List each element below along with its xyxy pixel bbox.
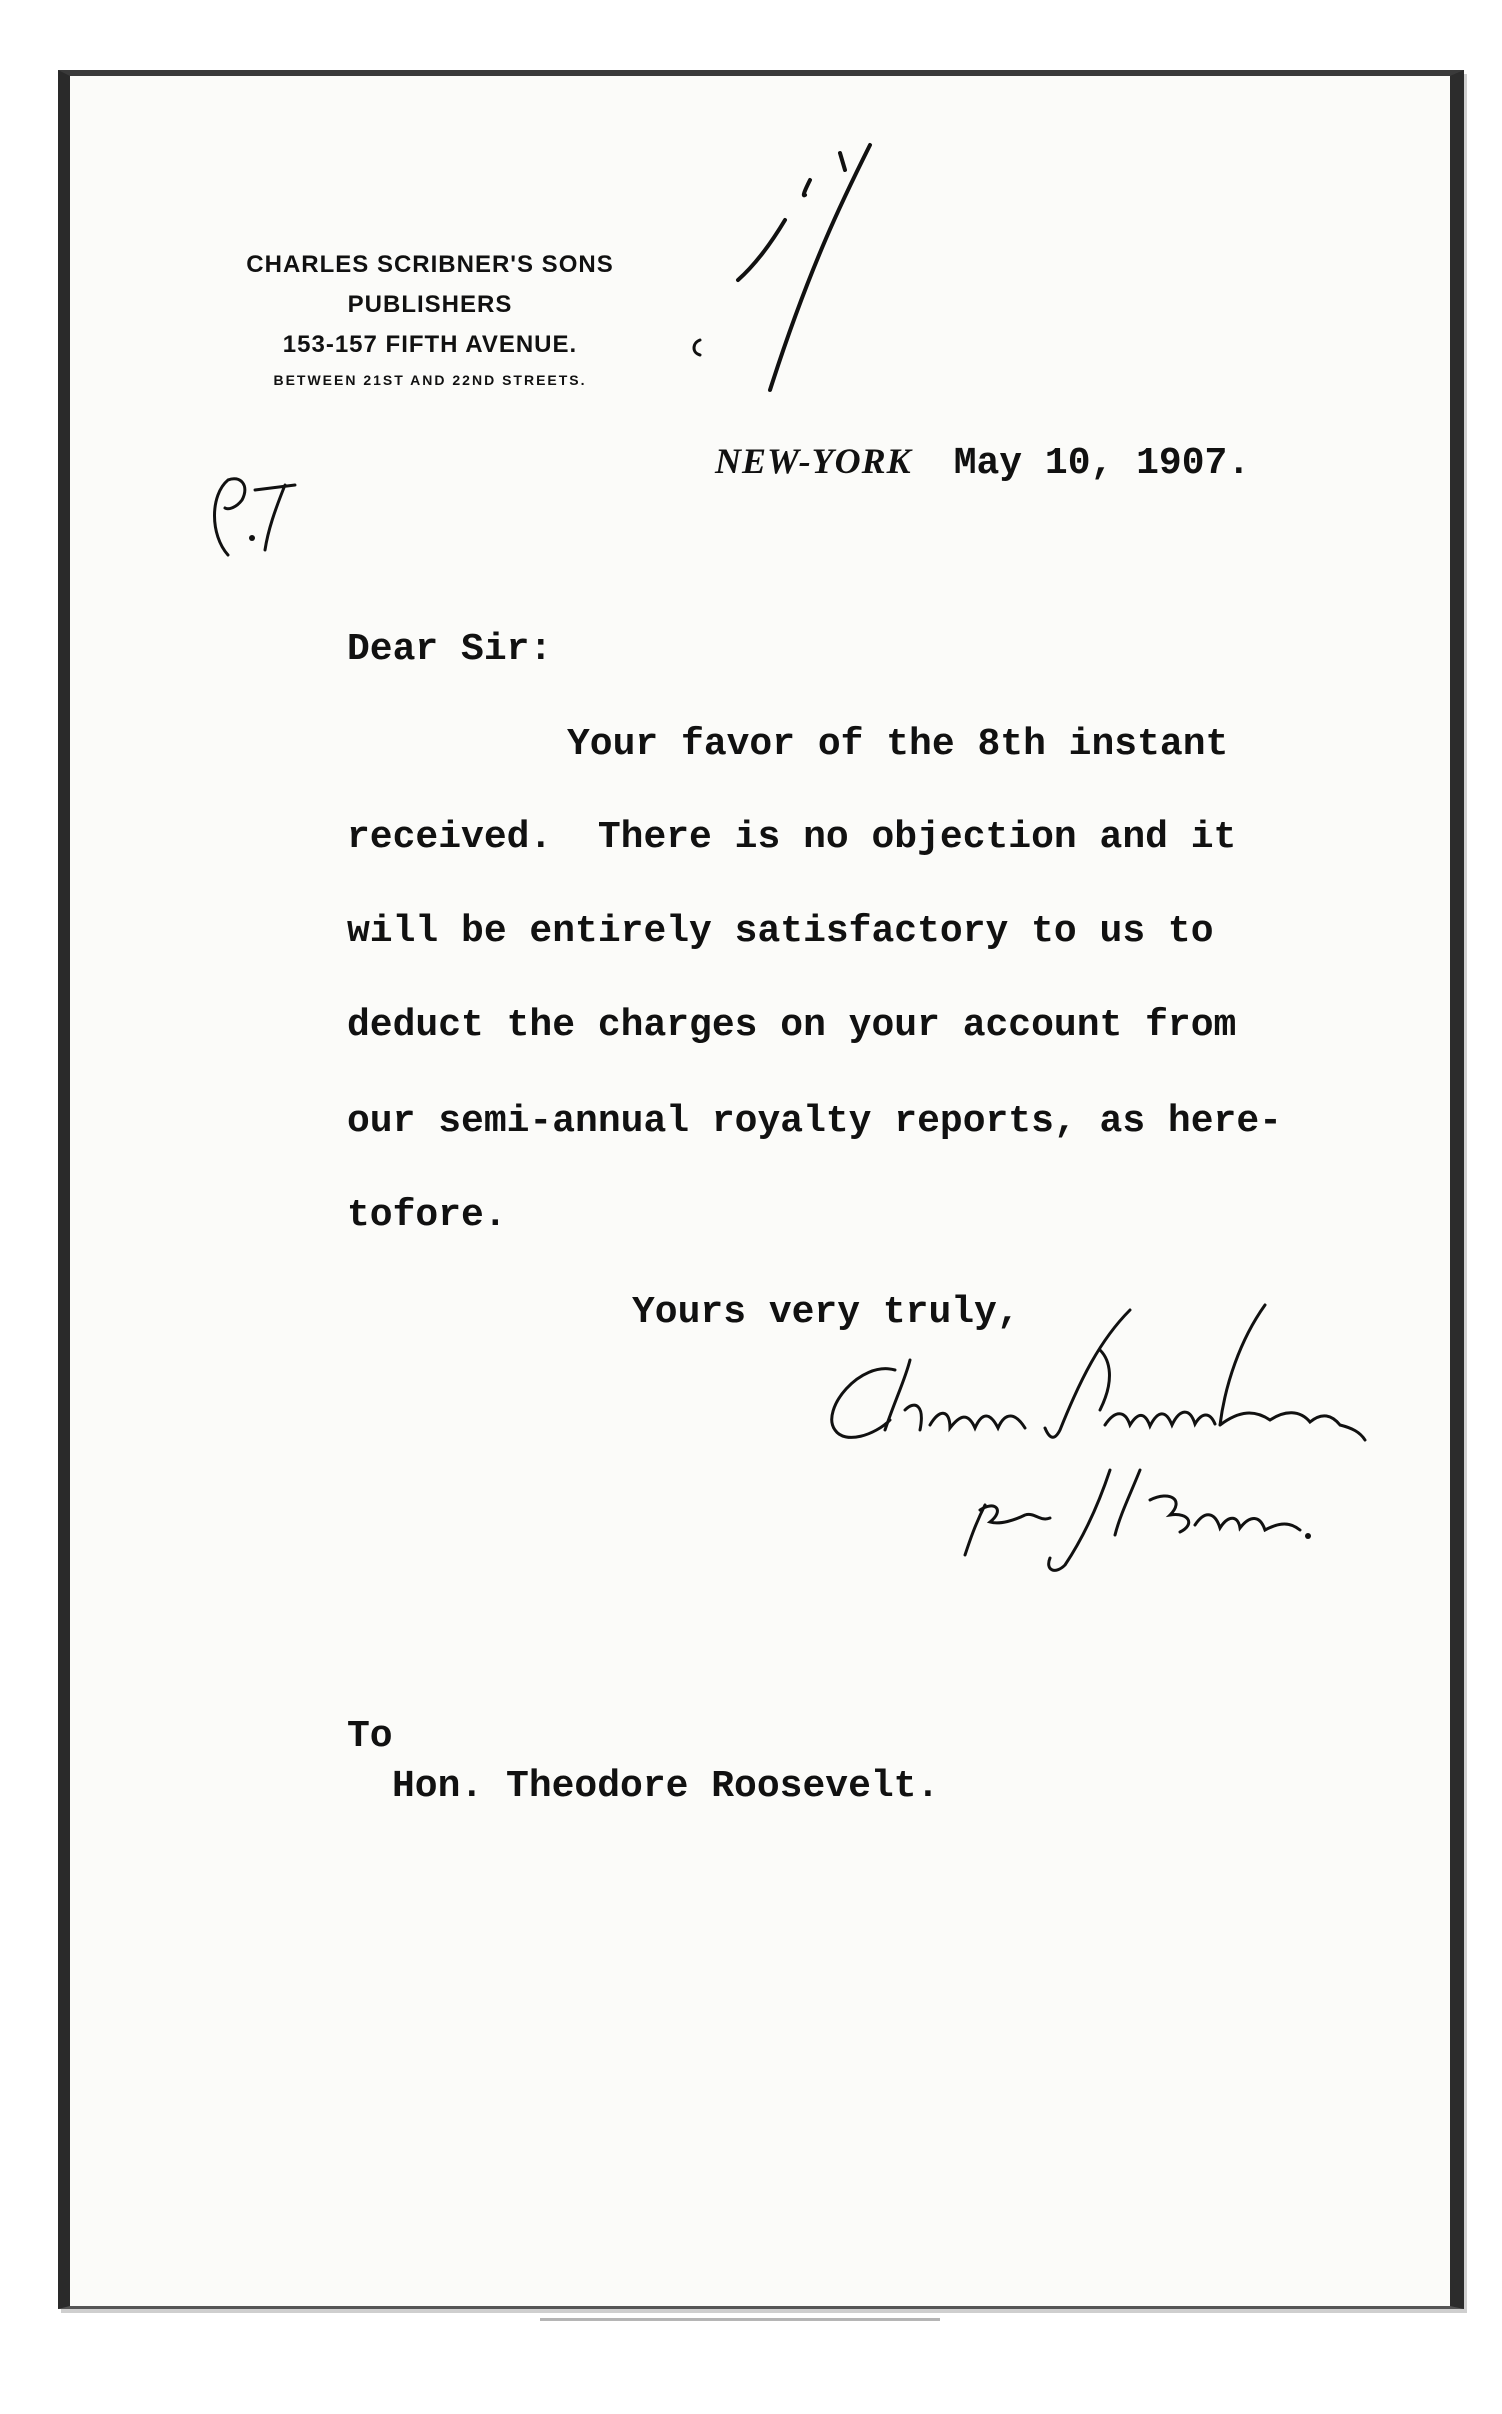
body-line: tofore. [347,1194,507,1237]
letterhead-address: 153-157 FIFTH AVENUE. [282,331,578,358]
recipient-name: Hon. Theodore Roosevelt. [392,1765,940,1808]
handwritten-margin-note-icon [200,440,320,580]
recipient-to: To [347,1715,393,1758]
handwritten-file-mark-icon [680,125,980,405]
body-line: Your favor of the 8th instant [567,723,1229,766]
place-date-line [715,440,1250,485]
handwritten-signature-icon [800,1300,1380,1590]
letterhead-role: PUBLISHERS [347,291,513,318]
closing: Yours very truly, [632,1291,1020,1334]
body-line: our semi-annual royalty reports, as here- [347,1100,1282,1143]
letterhead-company: CHARLES SCRIBNER'S SONS [246,251,614,278]
date: May 10, 1907. [953,442,1251,485]
letterhead [210,245,650,395]
letter-sheet [58,70,1464,2309]
body-line: deduct the charges on your account from [347,1004,1237,1047]
salutation: Dear Sir: [347,628,553,671]
page-shadow [540,2318,940,2321]
body-line: will be entirely satisfactory to us to [347,910,1214,953]
body-line: received. There is no objection and it [347,816,1237,859]
letterhead-streets: BETWEEN 21ST AND 22ND STREETS. [273,372,587,388]
place: NEW-YORK [715,441,912,481]
